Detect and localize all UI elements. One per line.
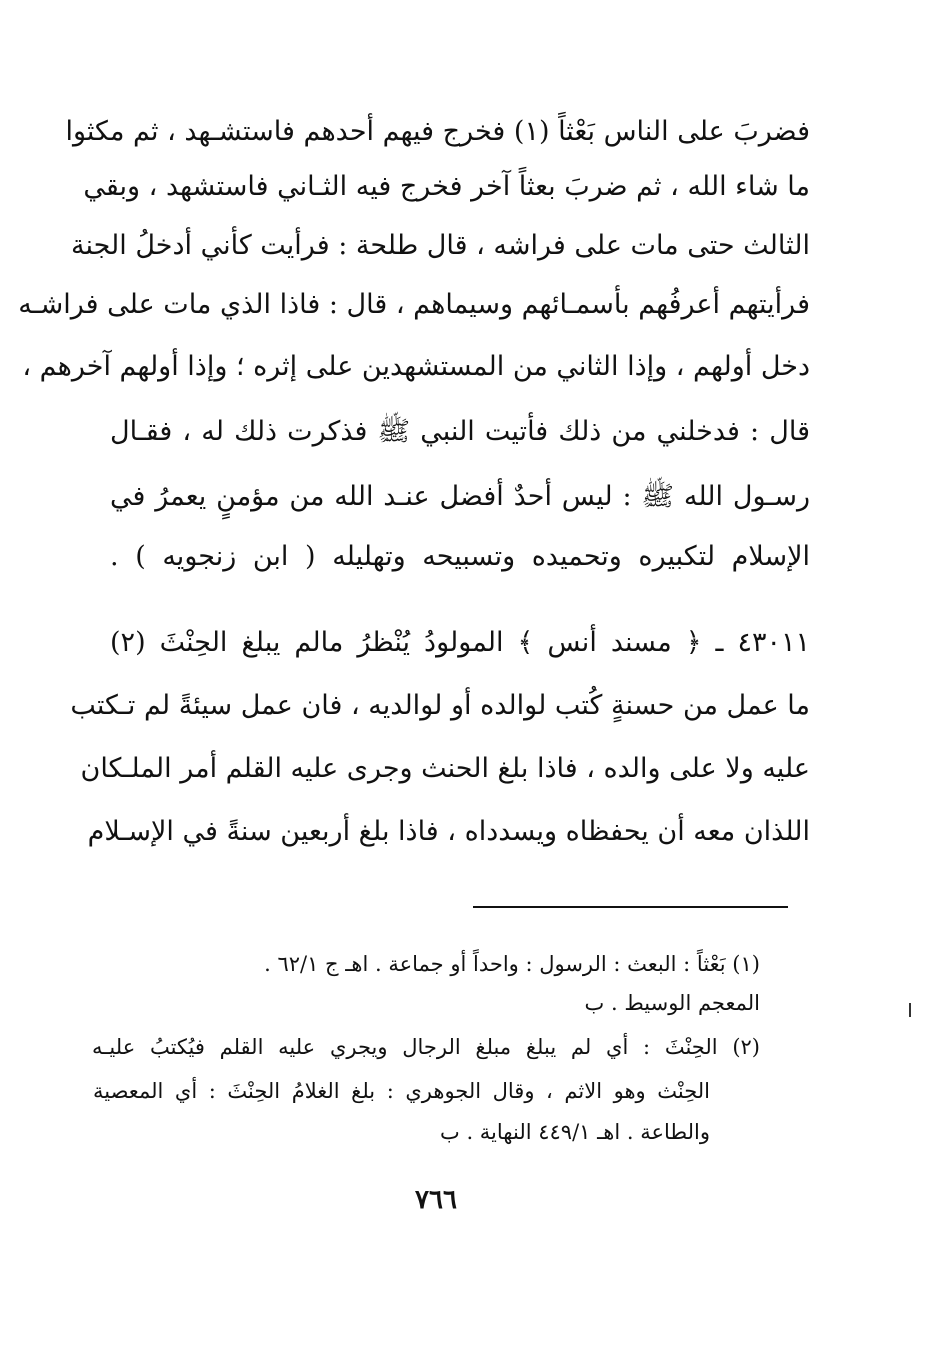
hadith-text-line: عليه ولا على والده ، فاذا بلغ الحنث وجرى عليه القلم أمر الملـكان (80, 753, 810, 784)
main-text-line: ما شاء الله ، ثم ضربَ بعثاً آخر فخرج فيه الثـاني فاستشهد ، وبقي (83, 171, 810, 202)
hadith-text-line: اللذان معه أن يحفظاه ويسدداه ، فاذا بلغ أربعين سنةً في الإسـلام (87, 816, 810, 847)
main-text-line: الإسلام لتكبيره وتحميده وتسبيحه وتهليله ( ابن زنجويه ) . (110, 541, 810, 572)
main-text-line: دخل أولهم ، وإذا الثاني من المستشهدين على إثره ؛ وإذا أولهم آخرهم ، (22, 351, 810, 382)
hadith-heading-line: ٤٣٠١١ ـ ﴿ مسند أنس ﴾ المولودُ يُنْظرُ مالم يبلغ الحِنْثَ (٢) (110, 627, 810, 658)
footnote-separator (473, 906, 788, 908)
main-text-line: رسـول الله ﷺ : ليس أحدٌ أفضل عنـد الله من مؤمنٍ يعمرُ في (110, 481, 810, 512)
main-text-line: الثالث حتى مات على فراشه ، قال طلحة : فرأيت كأني أدخلُ الجنة (70, 230, 810, 261)
footnote-line: المعجم الوسيط . ب (584, 991, 760, 1015)
main-text-line: قال : فدخلني من ذلك فأتيت النبي ﷺ فذكرت ذلك له ، فقـال (110, 416, 810, 447)
main-text-line: فرأيتهم أعرفُهم بأسمـائهم وسيماهم ، قال : فاذا الذي مات على فراشـه (18, 289, 810, 320)
footnote-line: والطاعة . اهـ ٤٤٩/١ النهاية . ب (440, 1120, 710, 1144)
margin-mark (909, 1003, 911, 1017)
hadith-text-line: ما عمل من حسنةٍ كُتب لوالده أو لوالديه ، فان عمل سيئةً لم تـكتب (70, 690, 810, 721)
main-text-line: فضربَ على الناس بَعْثاً (١) فخرج فيهم أحدهم فاستشـهد ، ثم مكثوا (65, 116, 810, 147)
footnote-line: (١) بَعْثاً : البعث : الرسول : واحداً أو جماعة . اهـ ج ٦٢/١ . (264, 952, 760, 976)
footnote-line: الحِنْث وهو الاثم ، وقال الجوهري : بلغ الغلامُ الحِنْثَ : أي المعصية (93, 1079, 710, 1103)
page-number: ٧٦٦ (415, 1185, 457, 1215)
footnote-line: (٢) الحِنْثَ : أي لم يبلغ مبلغ الرجال ويجري عليه القلم فيُكتبُ عليـه (92, 1035, 760, 1059)
